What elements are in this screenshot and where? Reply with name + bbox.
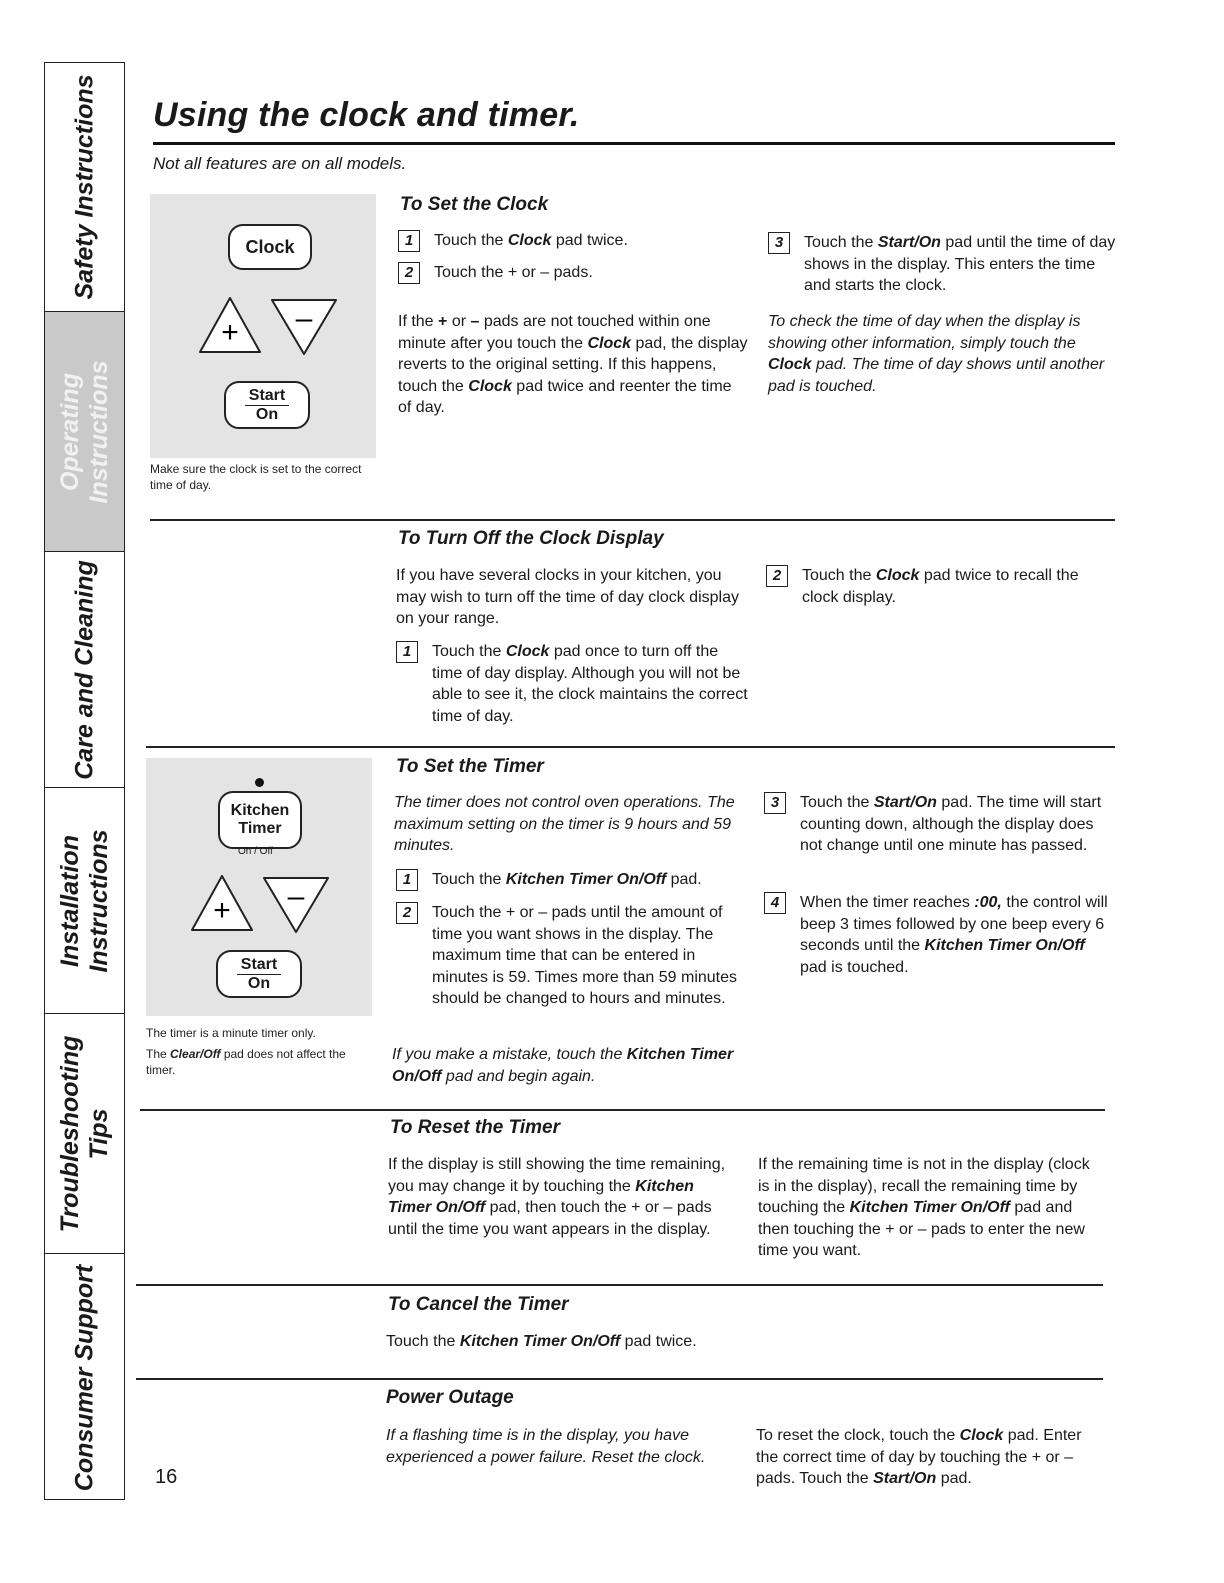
- step-number: 1: [396, 869, 418, 891]
- tab-label: Installation Instructions: [55, 828, 113, 973]
- indicator-light-icon: [255, 778, 264, 787]
- turn-off-intro: If you have several clocks in your kitchen, you may wish to turn off the time of day clock display on your range.: [396, 567, 739, 627]
- section-divider: [146, 746, 1115, 748]
- title-rule: [153, 142, 1115, 145]
- tab-label: Operating Instructions: [55, 359, 113, 504]
- set-timer-mistake-note: If you make a mistake, touch the Kitchen Timer On/Off pad and begin again.: [392, 1046, 734, 1085]
- plus-minus-pads-icon: [182, 868, 334, 940]
- section-divider: [140, 1109, 1105, 1111]
- section-heading-turn-off-clock: To Turn Off the Clock Display: [398, 528, 664, 549]
- set-clock-check-note: To check the time of day when the display is showing other information, simply touch the Clock pad. The time of day shows until another pad is touched.: [768, 313, 1105, 395]
- set-timer-step-3: 3 Touch the Start/On pad. The time will start counting down, although the display does not change until one minute has passed.: [764, 792, 1109, 857]
- timer-caption-2: The Clear/Off pad does not affect the timer.: [146, 1047, 346, 1077]
- turn-off-step-1: 1 Touch the Clock pad once to turn off the time of day display. Although you will not be able to see it, the clock maintains the correct time of day.: [396, 641, 751, 727]
- tab-safety-instructions[interactable]: [45, 63, 124, 311]
- kitchen-timer-pad: Kitchen Timer: [218, 791, 302, 849]
- section-heading-set-clock: To Set the Clock: [400, 194, 549, 215]
- plus-sign: +: [213, 894, 231, 927]
- minus-sign: –: [295, 302, 313, 335]
- timer-illustration-panel: [146, 758, 372, 1016]
- tab-label: Consumer Support: [70, 1264, 98, 1491]
- turn-off-step-2: 2 Touch the Clock pad twice to recall the clock display.: [766, 565, 1096, 608]
- timer-caption-1: The timer is a minute timer only.: [146, 1026, 316, 1040]
- set-timer-intro: The timer does not control oven operations. The maximum setting on the timer is 9 hours and 59 minutes.: [394, 794, 735, 854]
- power-outage-left: If a flashing time is in the display, you have experienced a power failure. Reset the clock.: [386, 1427, 706, 1466]
- tab-installation-instructions[interactable]: [45, 787, 124, 1013]
- step-number: 3: [768, 232, 790, 254]
- tab-operating-instructions[interactable]: [45, 311, 124, 551]
- section-divider: [136, 1284, 1103, 1286]
- start-on-pad: Start On: [224, 381, 310, 429]
- reset-timer-left: If the display is still showing the time remaining, you may change it by touching the Kitchen Timer On/Off pad, then touch the + or – pads until the time you want appears in the display.: [388, 1156, 726, 1238]
- tab-label: Care and Cleaning: [70, 559, 98, 780]
- step-number: 4: [764, 892, 786, 914]
- step-number: 3: [764, 792, 786, 814]
- page-subtitle: Not all features are on all models.: [153, 154, 407, 173]
- kitchen-timer-pad-sublabel: On / Off: [238, 846, 273, 857]
- step-number: 2: [766, 565, 788, 587]
- step-number: 2: [398, 262, 420, 284]
- set-clock-step-2: 2 Touch the + or – pads.: [398, 262, 748, 284]
- plus-minus-pads-icon: [190, 290, 342, 362]
- set-clock-note: If the + or – pads are not touched within one minute after you touch the Clock pad, the display reverts to the original setting. If this happens, touch the Clock pad twice and reenter the time of day.: [398, 313, 748, 416]
- section-heading-power-outage: Power Outage: [386, 1387, 514, 1408]
- plus-sign: +: [221, 316, 239, 349]
- set-timer-step-2: 2 Touch the + or – pads until the amount of time you want shows in the display. The maximum time that can be entered in minutes is 59. Times more than 59 minutes should be changed to hours and minutes.: [396, 902, 746, 1010]
- minus-sign: –: [287, 880, 305, 913]
- tab-consumer-support[interactable]: [45, 1253, 124, 1501]
- step-number: 1: [396, 641, 418, 663]
- tab-care-and-cleaning[interactable]: [45, 551, 124, 787]
- clock-pad: Clock: [228, 224, 312, 270]
- step-number: 2: [396, 902, 418, 924]
- section-divider: [150, 519, 1115, 521]
- set-clock-step-3: 3 Touch the Start/On pad until the time of day shows in the display. This enters the time and starts the clock.: [768, 232, 1118, 297]
- section-divider: [136, 1378, 1103, 1380]
- set-clock-step-1: 1 Touch the Clock pad twice.: [398, 230, 748, 252]
- section-heading-set-timer: To Set the Timer: [396, 756, 544, 777]
- tab-label: Safety Instructions: [70, 74, 98, 300]
- tab-label: Troubleshooting Tips: [55, 1035, 113, 1232]
- tab-troubleshooting-tips[interactable]: [45, 1013, 124, 1253]
- set-timer-step-4: 4 When the timer reaches :00, the control will beep 3 times followed by one beep every 6 seconds until the Kitchen Timer On/Off pad is touched.: [764, 892, 1109, 978]
- start-on-pad: Start On: [216, 950, 302, 998]
- clock-illustration-panel: [150, 194, 376, 458]
- set-timer-step-1: 1 Touch the Kitchen Timer On/Off pad.: [396, 869, 746, 891]
- reset-timer-right: If the remaining time is not in the display (clock is in the display), recall the remaining time by touching the Kitchen Timer On/Off pad and then touching the + or – pads to enter the new time you want.: [758, 1156, 1090, 1259]
- section-heading-reset-timer: To Reset the Timer: [390, 1117, 560, 1138]
- step-number: 1: [398, 230, 420, 252]
- sidebar-tabs: [44, 62, 125, 1500]
- page-title: Using the clock and timer.: [153, 96, 580, 134]
- section-heading-cancel-timer: To Cancel the Timer: [388, 1294, 569, 1315]
- clock-caption: Make sure the clock is set to the correct time of day.: [150, 462, 362, 492]
- page-number: 16: [155, 1466, 178, 1488]
- cancel-timer-text: Touch the Kitchen Timer On/Off pad twice.: [386, 1333, 697, 1350]
- power-outage-right: To reset the clock, touch the Clock pad. Enter the correct time of day by touching the + or – pads. Touch the Start/On pad.: [756, 1427, 1082, 1487]
